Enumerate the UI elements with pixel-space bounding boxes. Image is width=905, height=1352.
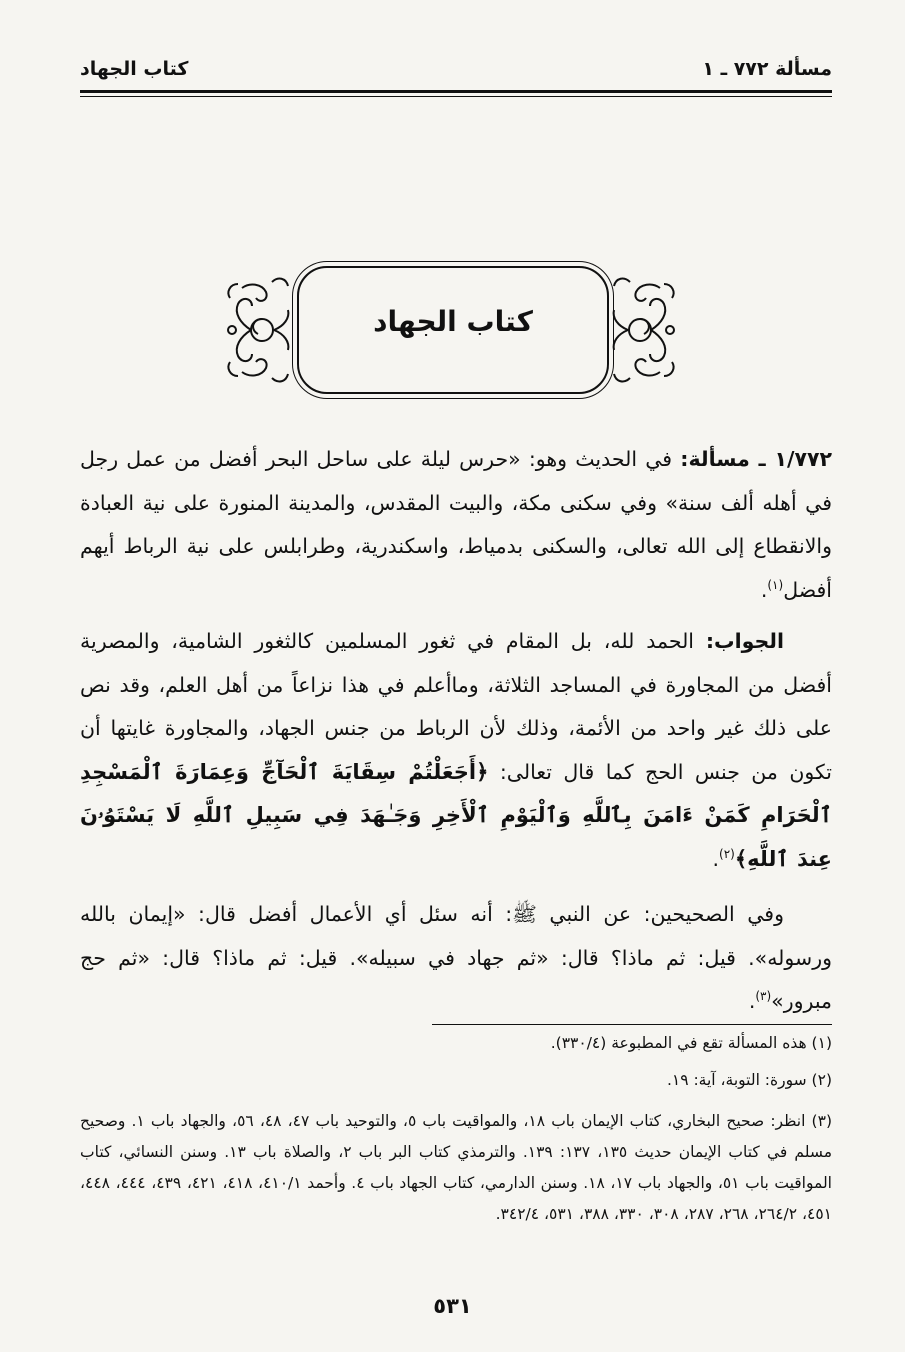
header-chapter-title: كتاب الجهاد [80,58,189,80]
page-number: ٥٣١ [433,1294,472,1318]
footnote-2: (٢) سورة: التوبة، آية: ١٩. [666,1071,832,1089]
header-rule [80,90,832,93]
hadith-paragraph [80,893,832,1024]
footnotes [80,1028,832,1230]
footnote-separator [432,1024,832,1025]
question-end: . [760,577,768,602]
hadith-end: . [748,989,756,1013]
footnote-1: (١) هذه المسألة تقع في المطبوعة (٣٣٠/٤). [550,1034,832,1052]
header-rule-thin [80,96,832,97]
header-section-number: مسألة ٧٧٢ ـ ١ [702,58,832,80]
quran-verse: ﴿أَجَعَلْتُمْ سِقَايَةَ ٱلْحَآجِّ وَعِمَارَةَ ٱلْمَسْجِدِ ٱلْحَرَامِ كَمَنْ ءَامَنَ بِٱللَّهِ وَٱلْيَوْمِ ٱلْأَخِرِ وَجَـٰهَدَ فِي سَبِيلِ ٱللَّهِ لَا يَسْتَوُۥنَ عِندَ ٱللَّهِ﴾ [80,759,832,871]
running-header [80,58,832,88]
ornament-left-icon [222,268,292,392]
answer-paragraph [80,620,832,881]
chapter-title-frame [222,263,680,398]
footnote-ref-1[interactable]: (١) [767,577,784,592]
answer-label: الجواب: [705,629,784,653]
footnote-ref-3[interactable]: (٣) [755,989,772,1004]
question-paragraph [80,438,832,612]
answer-end: . [712,846,719,871]
answer-text: الحمد لله، بل المقام في ثغور المسلمين كالثغور الشامية، والمصرية أفضل من المجاورة في المساجد الثلاثة، وماأعلم في هذا نزاعاً من أهل العلم، وقد نص على ذلك غير واحد من الأئمة، وذلك لأن الرباط من جنس الجهاد، والمجاورة غايتها أن تكون من جنس الحج كما قال تعالى: [80,629,833,784]
footnote-3: (٣) انظر: صحيح البخاري، كتاب الإيمان باب ١٨، والمواقيت باب ٥، والتوحيد باب ٤٧، ٤٨، ٥٦، والجهاد باب ١. وصحيح مسلم في كتاب الإيمان حديث ١٣٥، ١٣٧: ١٣٩. والترمذي كتاب البر باب ٢، والصلاة باب ١٣. وسنن النسائي، كتاب المواقيت باب ٥١، والجهاد باب ١٧، ١٨. وسنن الدارمي، كتاب الجهاد باب ٤. وأحمد ٤١٠/١، ٤١٨، ٤٢١، ٤٣٩، ٤٤٤، ٤٤٨، ٤٥١، ٢٦٤/٢، ٢٦٨، ٢٨٧، ٣٠٨، ٣٣٠، ٣٨٨، ٥٣١، ٣٤٢/٤. [80,1112,832,1223]
footnote-ref-2[interactable]: (٢) [719,846,735,861]
chapter-title: كتاب الجهاد [373,305,533,338]
question-number: ١/٧٧٢ ـ مسألة: [680,447,832,471]
ornament-right-icon [610,268,680,392]
question-text: في الحديث وهو: «حرس ليلة على ساحل البحر أفضل من عمل رجل في أهله ألف سنة» وفي سكنى مكة، والبيت المقدس، والمدينة المنورة على نية العبادة والانقطاع إلى الله تعالى، والسكنى بدمياط، واسكندرية، وطرابلس على نية الرباط أيهم أفضل [80,447,832,602]
hadith-text: وفي الصحيحين: عن النبي ﷺ: أنه سئل أي الأعمال أفضل قال: «إيمان بالله ورسوله». قيل: ثم ماذا؟ قال: «ثم جهاد في سبيله». قيل: ثم ماذا؟ قال: «ثم حج مبرور» [80,902,832,1013]
